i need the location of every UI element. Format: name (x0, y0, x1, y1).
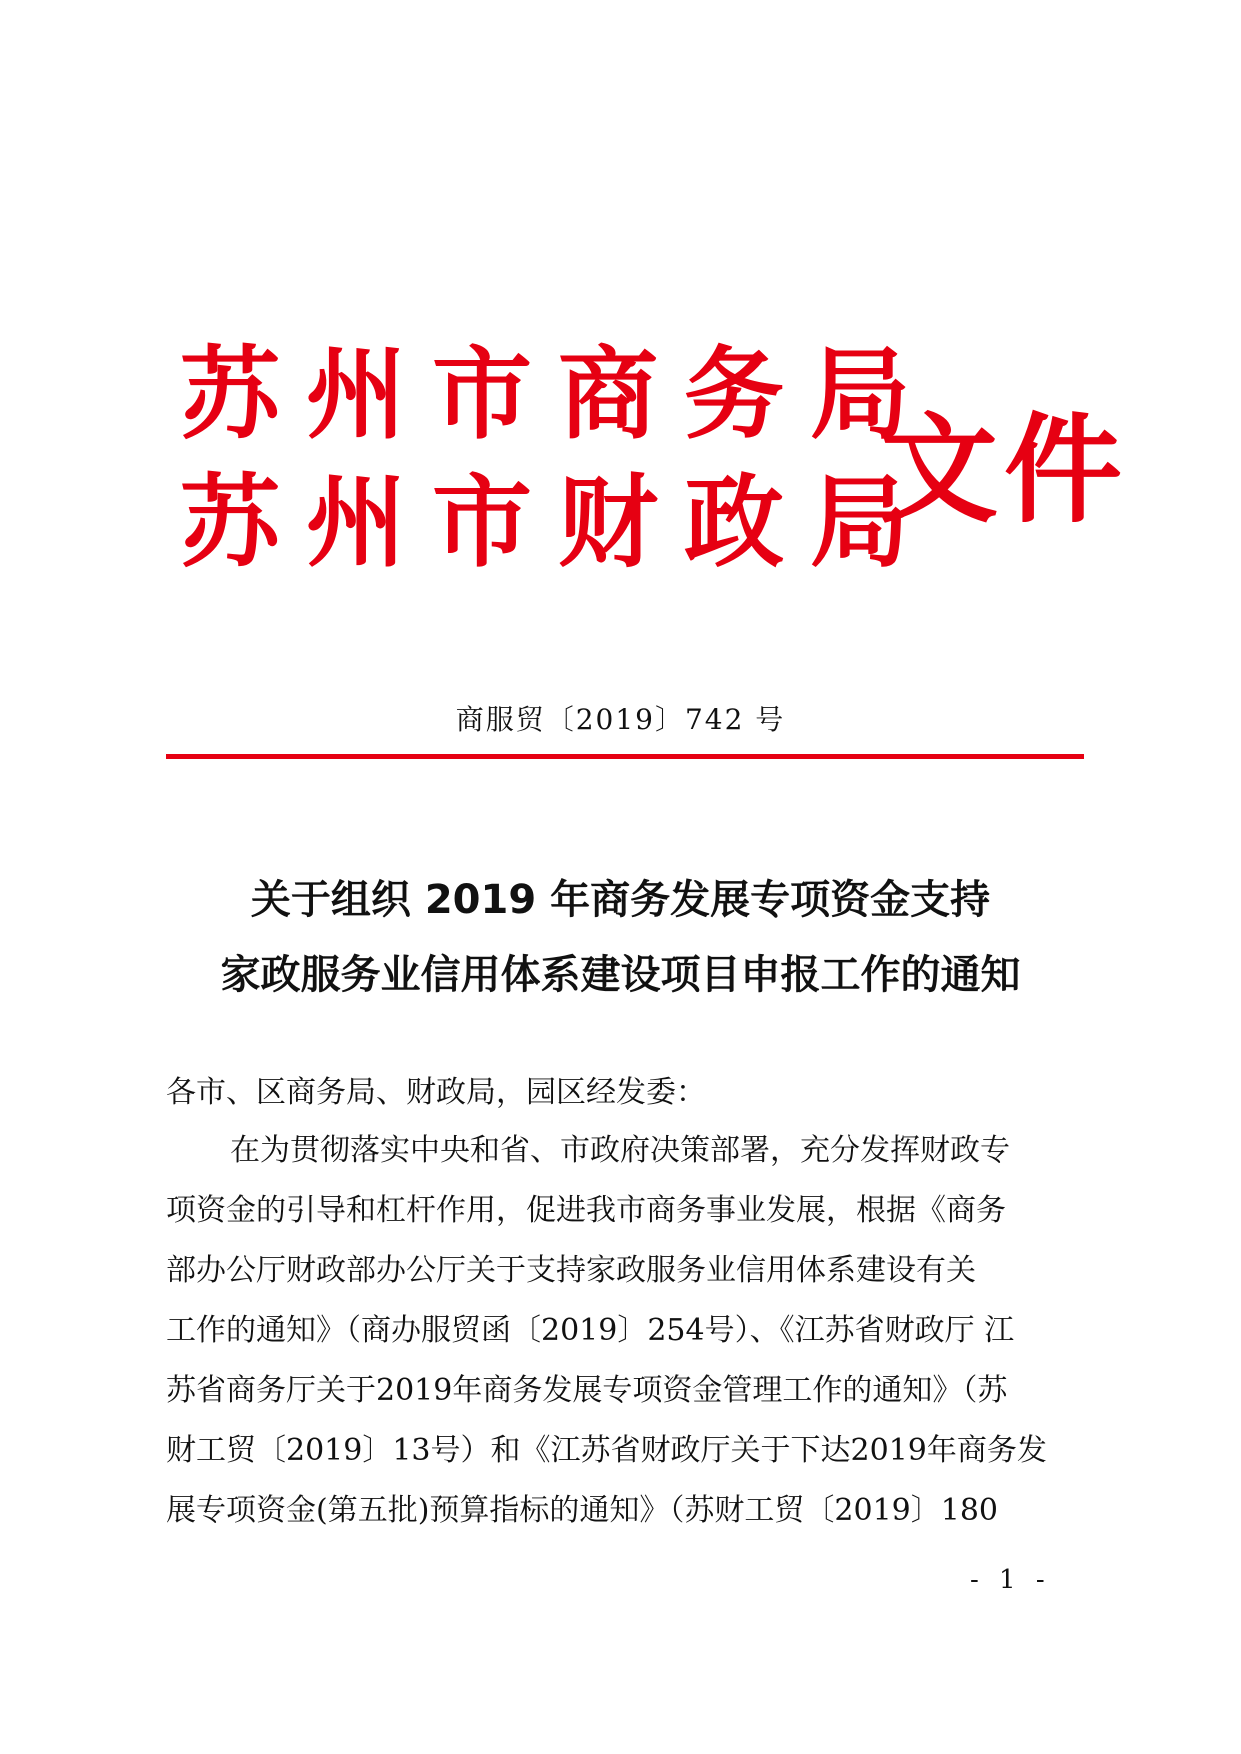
issuing-org-commerce: 苏州市商务局 (180, 336, 936, 453)
red-divider-line (166, 754, 1084, 759)
body-line-1: 在为贯彻落实中央和省、市政府决策部署，充分发挥财政专 (230, 1133, 1010, 1168)
issuing-authority-header (180, 336, 1129, 605)
body-line-7: 展专项资金(第五批)预算指标的通知》（苏财工贸〔2019〕180 (166, 1493, 999, 1528)
body-line-2: 项资金的引导和杠杆作用，促进我市商务事业发展，根据《商务 (166, 1193, 1006, 1228)
body-line-4: 工作的通知》（商办服贸函〔2019〕254号）、《江苏省财政厅 江 (166, 1313, 1015, 1348)
document-number: 商服贸〔2019〕742 号 (455, 703, 786, 736)
body-line-3: 部办公厅财政部办公厅关于支持家政服务业信用体系建设有关 (166, 1253, 976, 1288)
page-number: - 1 - (970, 1565, 1051, 1595)
issuing-org-finance: 苏州市财政局 (180, 464, 936, 581)
salutation: 各市、区商务局、财政局，园区经发委： (166, 1075, 706, 1110)
document-title-line-1: 关于组织 2019 年商务发展专项资金支持 (250, 877, 991, 923)
document-title-line-2: 家政服务业信用体系建设项目申报工作的通知 (220, 952, 1021, 998)
document-label: 文件 (880, 401, 1129, 539)
body-line-5: 苏省商务厅关于2019年商务发展专项资金管理工作的通知》（苏 (166, 1373, 1008, 1408)
body-line-6: 财工贸〔2019〕13号）和《江苏省财政厅关于下达2019年商务发 (166, 1433, 1047, 1468)
